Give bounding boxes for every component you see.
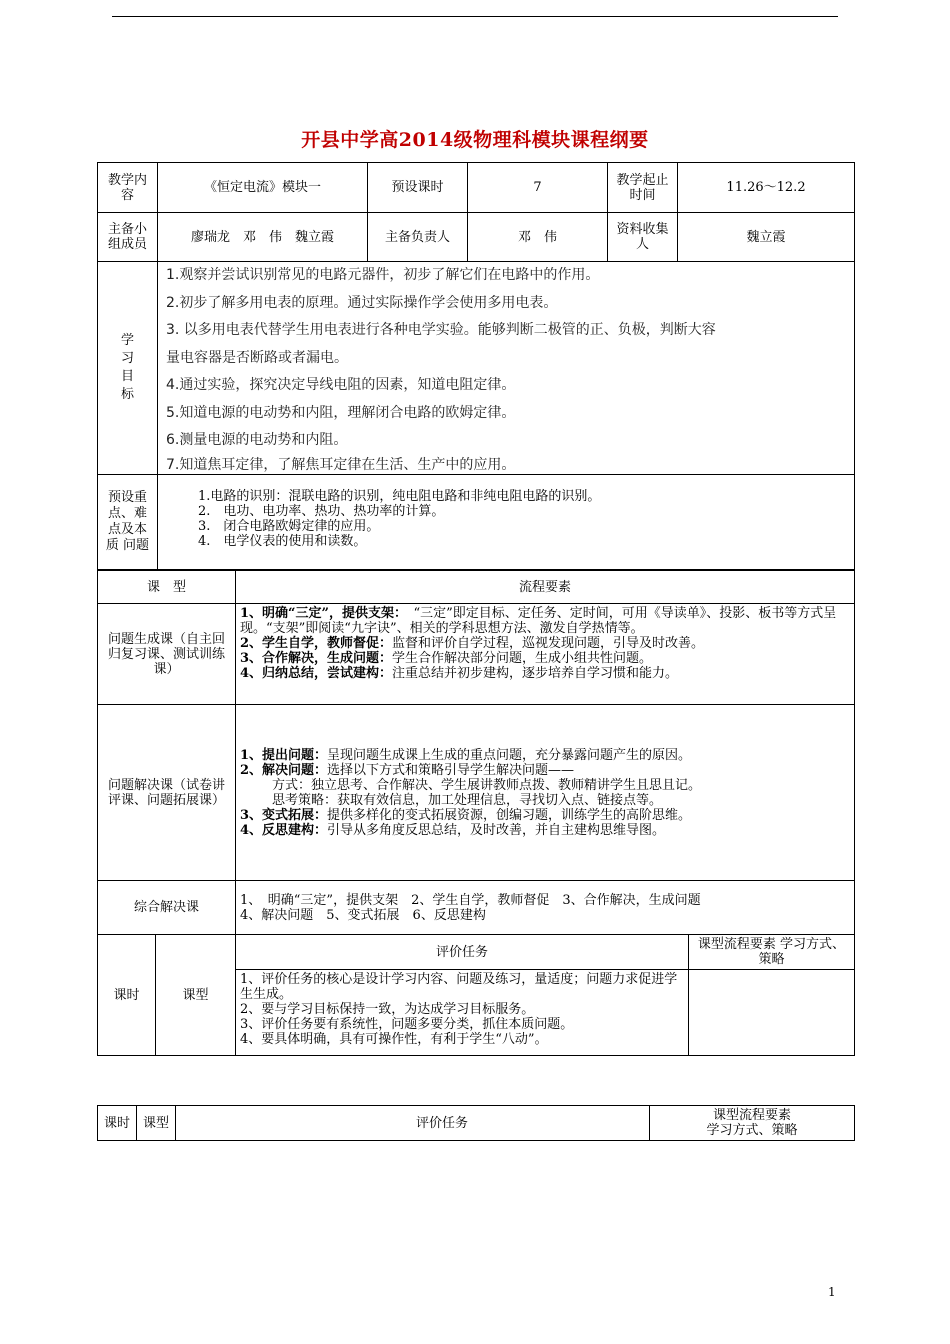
goal-item: 6.测量电源的电动势和内阻。 bbox=[166, 432, 348, 448]
solve-step-head: 3、变式拓展： bbox=[240, 807, 328, 823]
goal-item: 量电容器是否断路或者漏电。 bbox=[166, 349, 348, 366]
collect-value: 魏立霞 bbox=[678, 213, 855, 262]
lead-value: 邓 伟 bbox=[468, 213, 608, 262]
period-label: 教学起止时间 bbox=[608, 163, 678, 213]
goal-item: 3. 以多用电表代替学生用电表进行各种电学实验。能够判断二极管的正、负极，判断大容 bbox=[166, 322, 716, 338]
keypoints-label: 预设重点、难点及本质 问题 bbox=[98, 475, 158, 570]
t2-hours-label: 课时 bbox=[98, 1106, 137, 1141]
lead-label: 主备负责人 bbox=[368, 213, 468, 262]
eval-table bbox=[97, 934, 855, 1056]
goal-item: 5.知道电源的电动势和内阻，理解闭合电路的欧姆定律。 bbox=[166, 404, 516, 421]
gen-class-items bbox=[236, 604, 855, 705]
course-outline-table bbox=[97, 162, 855, 570]
eval-hours-label: 课时 bbox=[98, 935, 156, 1056]
keypoint-item: 1.电路的识别：混联电路的识别，纯电阻电路和非纯电阻电路的识别。 bbox=[198, 489, 601, 504]
gen-class-label: 问题生成课（自主回归复习课、测试训练课） bbox=[98, 604, 236, 705]
gen-step-text: 注重总结并初步建构，逐步培养自学习惯和能力。 bbox=[392, 666, 679, 681]
keypoint-item: 4. 电学仪表的使用和读数。 bbox=[198, 534, 367, 549]
solve-step-text: 引导从多角度反思总结，及时改善，并自主建构思维导图。 bbox=[327, 822, 666, 838]
keypoint-item: 2. 电功、电功率、热功、热功率的计算。 bbox=[198, 504, 445, 519]
goals-list bbox=[158, 262, 855, 475]
gen-step-head: 3、合作解决，生成问题： bbox=[240, 651, 393, 666]
header-rule bbox=[112, 16, 838, 17]
solve-step-head: 2、解决问题： bbox=[240, 762, 328, 778]
eval-task-items bbox=[236, 970, 689, 1056]
collect-label: 资料收集人 bbox=[608, 213, 678, 262]
goal-item: 1.观察并尝试识别常见的电路元器件，初步了解它们在电路中的作用。 bbox=[166, 267, 600, 283]
eval-item: 1、评价任务的核心是设计学习内容、问题及练习，量适度；问题力求促进学生生成。 bbox=[240, 972, 678, 1002]
gen-step-head: 4、归纳总结，尝试建构： bbox=[240, 666, 393, 681]
page-number: 1 bbox=[828, 1285, 836, 1299]
keypoint-item: 3. 闭合电路欧姆定律的应用。 bbox=[198, 519, 380, 534]
gen-step-text: “三定”即定目标、定任务、定时间，可用《导读单》、投影、板书等方式呈现。“支架”即阅读“九字诀”、相关的学科思想方法、激发自学热情等。 bbox=[240, 606, 837, 636]
goal-item: 4.通过实验，探究决定导线电阻的因素，知道电阻定律。 bbox=[166, 377, 516, 393]
eval-strategy-cell bbox=[689, 970, 855, 1056]
gen-step-text: 监督和评价自学过程，巡视发现问题，引导及时改善。 bbox=[392, 636, 705, 651]
solve-step-text: 思考策略：获取有效信息，加工处理信息，寻找切入点、链接点等。 bbox=[272, 792, 663, 808]
solve-step-head: 4、反思建构： bbox=[240, 822, 328, 838]
content-label: 教学内容 bbox=[98, 163, 158, 213]
content-value: 《恒定电流》模块一 bbox=[158, 163, 368, 213]
t2-strategy-line: 学习方式、策略 bbox=[706, 1123, 798, 1138]
solve-step-text: 方式：独立思考、合作解决、学生展讲教师点拨、教师精讲学生且思且记。 bbox=[272, 777, 702, 793]
t2-strategy-header bbox=[650, 1106, 855, 1141]
gen-step-head: 1、明确“三定”，提供支架： bbox=[240, 606, 401, 621]
members-value: 廖瑞龙 邓 伟 魏立霞 bbox=[158, 213, 368, 262]
elements-header: 流程要素 bbox=[236, 571, 855, 604]
eval-item: 2、要与学习目标保持一致，为达成学习目标服务。 bbox=[240, 1002, 535, 1017]
gen-step-text: 学生合作解决部分问题，生成小组共性问题。 bbox=[392, 651, 653, 666]
hours-value: 7 bbox=[468, 163, 608, 213]
solve-class-label: 问题解决课（试卷讲评课、问题拓展课） bbox=[98, 705, 236, 881]
period-value: 11.26～12.2 bbox=[678, 163, 855, 213]
solve-step-text: 选择以下方式和策略引导学生解决问题—— bbox=[327, 762, 575, 778]
eval-type-label: 课型 bbox=[156, 935, 236, 1056]
t2-type-label: 课型 bbox=[137, 1106, 176, 1141]
eval-item: 4、要具体明确，具有可操作性，有利于学生“八动”。 bbox=[240, 1032, 548, 1047]
page-title: 开县中学高2014级物理科模块课程纲要 bbox=[301, 129, 649, 151]
solve-step-text: 提供多样化的变式拓展资源，创编习题，训练学生的高阶思维。 bbox=[327, 807, 692, 823]
table-two bbox=[97, 1105, 855, 1141]
eval-task-header: 评价任务 bbox=[236, 935, 689, 970]
comp-class-label: 综合解决课 bbox=[98, 881, 236, 935]
comp-line: 4、解决问题 5、变式拓展 6、反思建构 bbox=[240, 907, 486, 923]
goal-item: 7.知道焦耳定律，了解焦耳定律在生活、生产中的应用。 bbox=[166, 456, 516, 472]
hours-label: 预设课时 bbox=[368, 163, 468, 213]
comp-class-items bbox=[236, 881, 855, 935]
t2-task-header: 评价任务 bbox=[176, 1106, 650, 1141]
members-label: 主备小组成员 bbox=[98, 213, 158, 262]
solve-step-text: 呈现问题生成课上生成的重点问题，充分暴露问题产生的原因。 bbox=[327, 747, 692, 763]
goal-item: 2.初步了解多用电表的原理。通过实际操作学会使用多用电表。 bbox=[166, 294, 558, 311]
type-header: 课 型 bbox=[98, 571, 236, 604]
t2-strategy-line: 课型流程要素 bbox=[712, 1108, 791, 1123]
eval-strategy-header: 课型流程要素 学习方式、策略 bbox=[689, 935, 855, 970]
goals-label: 学习目标 bbox=[98, 262, 158, 475]
solve-step-head: 1、提出问题： bbox=[240, 747, 328, 763]
comp-line: 1、 明确“三定”，提供支架 2、学生自学，教师督促 3、合作解决，生成问题 bbox=[240, 892, 701, 908]
gen-step-head: 2、学生自学，教师督促： bbox=[240, 636, 393, 651]
keypoints-list bbox=[158, 475, 855, 570]
eval-item: 3、评价任务要有系统性，问题多要分类，抓住本质问题。 bbox=[240, 1017, 574, 1032]
solve-class-items bbox=[236, 705, 855, 881]
flow-table bbox=[97, 570, 855, 935]
